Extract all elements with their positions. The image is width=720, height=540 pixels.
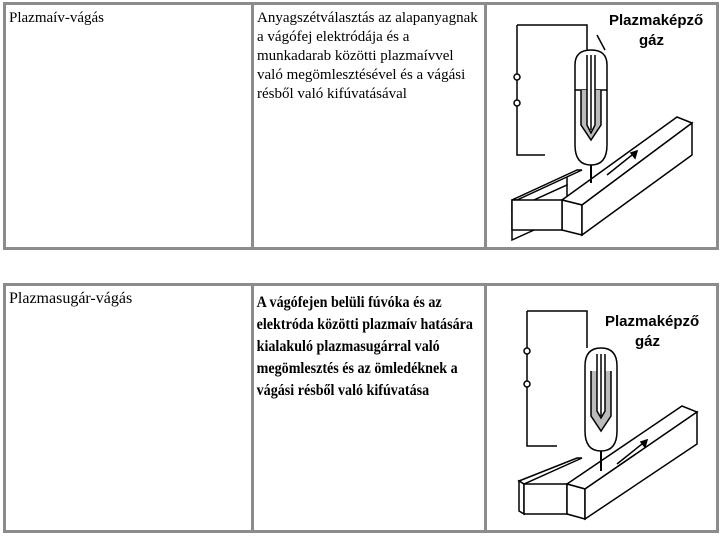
process-diagram-cell	[486, 285, 718, 532]
process-table-plasma-arc	[3, 2, 719, 250]
process-description-cell	[253, 285, 486, 532]
circuit-wire	[527, 311, 557, 446]
process-name: Plazmaív-vágás	[9, 10, 104, 26]
process-diagram-cell	[486, 4, 718, 249]
process-table-plasma-jet	[3, 283, 719, 533]
plasma-arc-cutting-diagram	[487, 5, 716, 245]
terminal	[514, 100, 520, 106]
process-description: A vágófejen belüli fúvóka és az elektróda közötti plazmaív hatására kialakuló plazmasugárral való megömlesztés és az ömledéknek a vágási résből való kifúvatása	[256, 294, 473, 399]
terminal	[524, 348, 530, 354]
diagram-label-line2: gáz	[635, 333, 661, 350]
diagram-label-line1: Plazmaképző	[609, 12, 704, 29]
table-row	[5, 285, 718, 532]
process-description: Anyagszétválasztás az alapanyagnak a vágófej elektródája és a munkadarab közötti plazmaívvel való megömlesztésével és a vágási résből való kifúvatásával	[257, 10, 478, 102]
process-name-cell	[5, 4, 253, 249]
diagram-label-line2: gáz	[639, 32, 665, 49]
terminal	[524, 381, 530, 387]
process-name: Plazmasugár-vágás	[9, 290, 133, 307]
terminal	[514, 74, 520, 80]
table-row	[5, 4, 718, 249]
circuit-wire	[517, 25, 545, 155]
diagram-label-line1: Plazmaképző	[605, 313, 700, 330]
process-name-cell	[5, 285, 253, 532]
plasma-jet-cutting-diagram	[487, 286, 716, 526]
process-description-cell	[253, 4, 486, 249]
